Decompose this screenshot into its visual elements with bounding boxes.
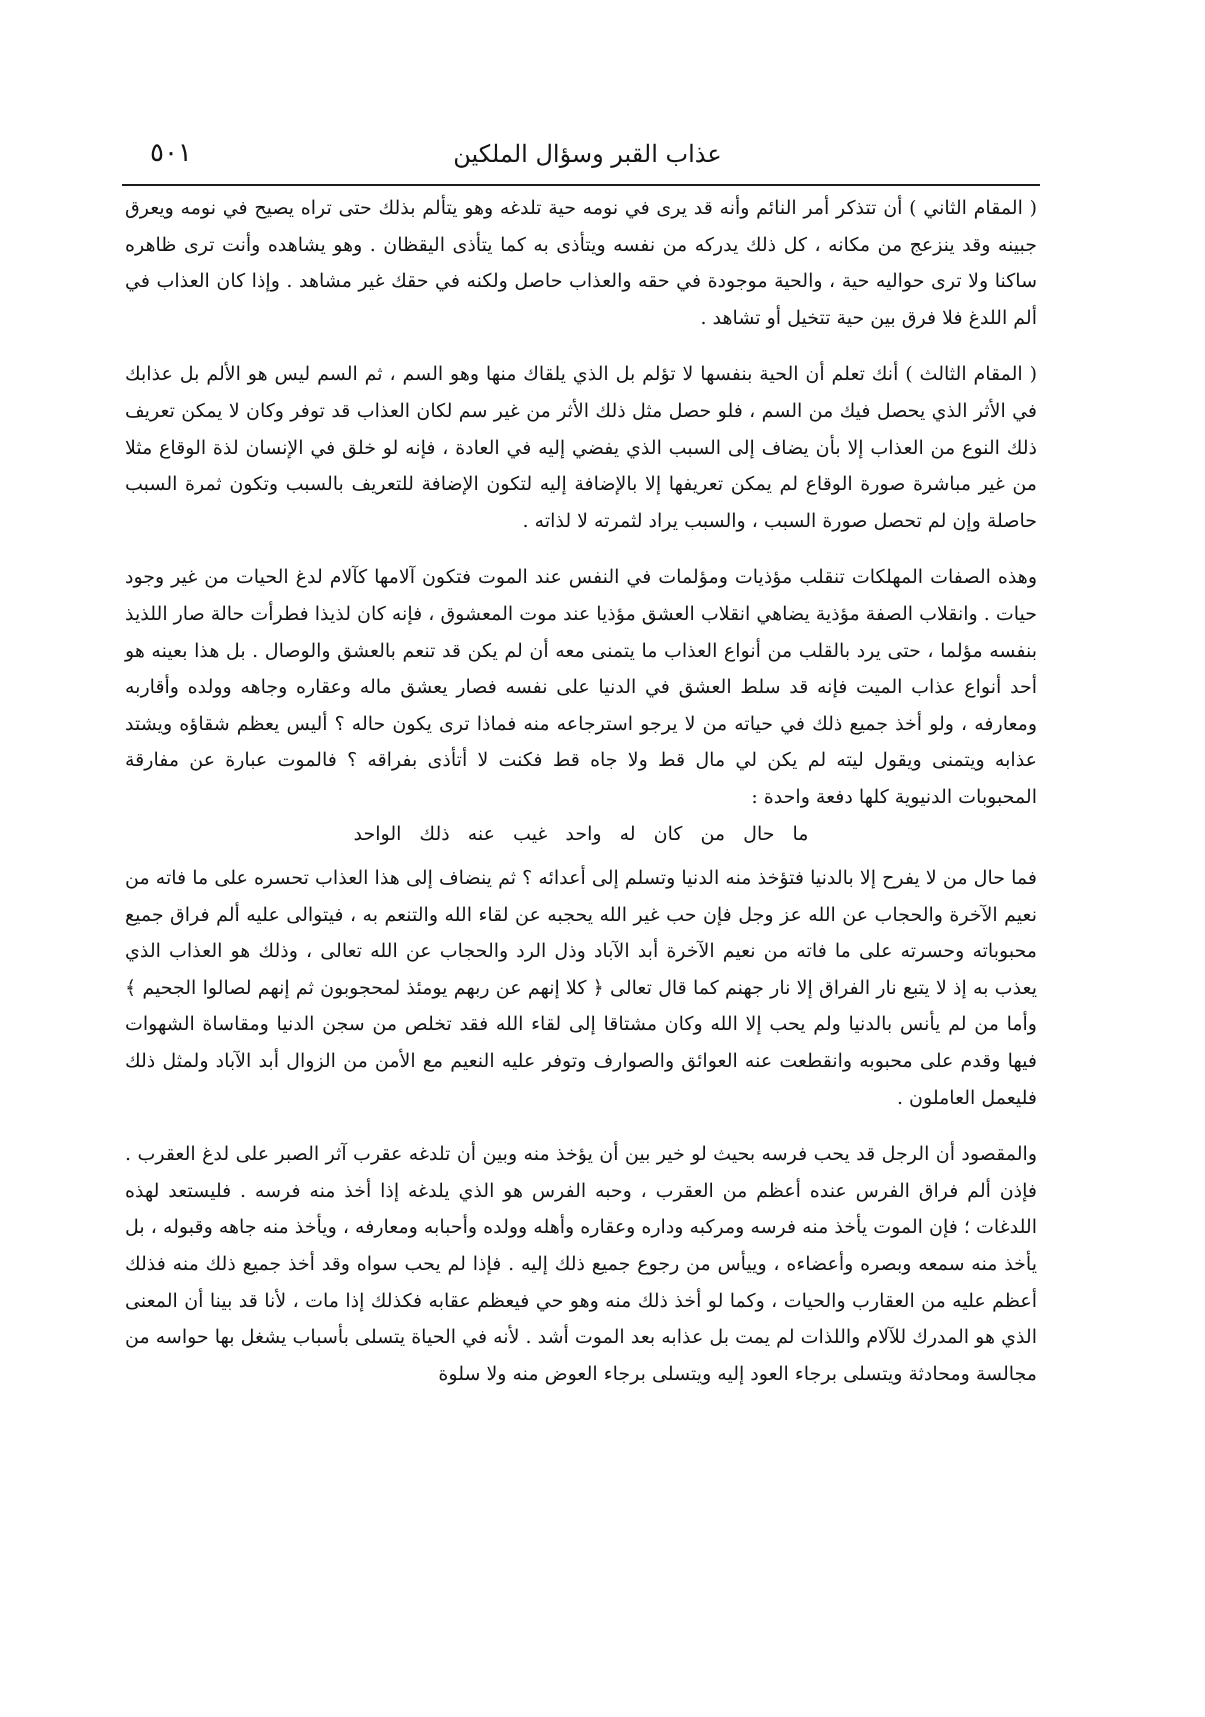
paragraph-third-station: ( المقام الثالث ) أنك تعلم أن الحية بنفسها لا تؤلم بل الذي يلقاك منها وهو السم ، ثم السم ليس هو الألم بل عذابك في الأثر الذي يحصل فيك من السم ، فلو حصل مثل ذلك الأثر من غير سم لكان العذاب قد توفر وكان لا يمكن تعريف ذلك النوع من العذاب إلا بأن يضاف إلى السبب الذي يفضي إليه في العادة ، فإنه لو خلق في الإنسان لذة الوقاع مثلا من غير مباشرة صورة الوقاع لم يمكن تعريفها إلا بالإضافة إليه لتكون الإضافة للتعريف بالسبب وتكون ثمرة السبب حاصلة وإن لم تحصل صورة السبب ، والسبب يراد لثمرته لا لذاته . (125, 363, 1037, 532)
page-body (125, 190, 1037, 1392)
paragraph-horse-analogy: والمقصود أن الرجل قد يحب فرسه بحيث لو خير بين أن يؤخذ منه وبين أن تلدغه عقرب آثر الصبر على لدغ العقرب . فإذن ألم فراق الفرس عنده أعظم من العقرب ، وحبه الفرس هو الذي يلدغه إذا أخذ منه فرسه . فليستعد لهذه اللدغات ؛ فإن الموت يأخذ منه فرسه ومركبه وداره وعقاره وأهله وولده وأحبابه ومعارفه ، ويأخذ منه جاهه وقبوله ، بل يأخذ منه سمعه وبصره وأعضاءه ، وييأس من رجوع جميع ذلك إليه . فإذا لم يحب سواه وقد أخذ جميع ذلك منه فذلك أعظم عليه من العقارب والحيات ، وكما لو أخذ ذلك منه وهو حي فيعظم عقابه فكذلك إذا مات ، لأنا قد بينا أن المعنى الذي هو المدرك للآلام واللذات لم يمت بل عذابه بعد الموت أشد . لأنه في الحياة يتسلى بأسباب يشغل بها حواسه من مجالسة ومحادثة ويتسلى برجاء العود إليه ويتسلى برجاء العوض منه ولا سلوة (125, 1143, 1037, 1385)
chapter-title: عذاب القبر وسؤال الملكين (453, 140, 722, 168)
paragraph-separation-torment: فما حال من لا يفرح إلا بالدنيا فتؤخذ منه الدنيا وتسلم إلى أعدائه ؟ ثم ينضاف إلى هذا العذاب تحسره على ما فاته من نعيم الآخرة والحجاب عن الله عز وجل فإن حب غير الله يحجبه عن لقاء الله والتنعم به ، فيتوالى عليه ألم فراق جميع محبوباته وحسرته على ما فاته من نعيم الآخرة أبد الآباد وذل الرد والحجاب عن الله تعالى ، وذلك هو العذاب الذي يعذب به إذ لا يتبع نار الفراق إلا نار جهنم كما قال تعالى ﴿ كلا إنهم عن ربهم يومئذ لمحجوبون ثم إنهم لصالوا الجحيم ﴾ وأما من لم يأنس بالدنيا ولم يحب إلا الله وكان مشتاقا إلى لقاء الله فقد تخلص من سجن الدنيا ومقاساة الشهوات فيها وقدم على محبوبه وانقطعت عنه العوائق والصوارف وتوفر عليه النعيم مع الأمن من الزوال أبد الآباد ولمثل ذلك فليعمل العاملون . (125, 867, 1037, 1109)
page-header (140, 134, 1035, 182)
paragraph-destructive-traits: وهذه الصفات المهلكات تنقلب مؤذيات ومؤلمات في النفس عند الموت فتكون آلامها كآلام لدغ الحيات من غير وجود حيات . وانقلاب الصفة مؤذية يضاهي انقلاب العشق مؤذيا عند موت المعشوق ، فإنه كان لذيذا فطرأت حالة صار اللذيذ بنفسه مؤلما ، حتى يرد بالقلب من أنواع العذاب ما يتمنى معه أن لم يكن قد تنعم بالعشق والوصال . بل هذا بعينه هو أحد أنواع عذاب الميت فإنه قد سلط العشق في الدنيا على نفسه فصار يعشق ماله وعقاره وجاهه وولده وأقاربه ومعارفه ، ولو أخذ جميع ذلك في حياته من لا يرجو استرجاعه منه فماذا ترى يكون حاله ؟ أليس يعظم شقاؤه ويشتد عذابه ويتمنى ويقول ليته لم يكن لي مال قط ولا جاه قط فكنت لا أتأذى بفراقه ؟ فالموت عبارة عن مفارقة المحبوبات الدنيوية كلها دفعة واحدة : (125, 566, 1038, 808)
paragraph-second-station: ( المقام الثاني ) أن تتذكر أمر النائم وأنه قد يرى في نومه حية تلدغه وهو يتألم بذلك حتى تراه يصيح في نومه ويعرق جبينه وقد ينزعج من مكانه ، كل ذلك يدركه من نفسه ويتأذى به كما يتأذى اليقظان . وهو يشاهده وأنت ترى ظاهره ساكنا ولا ترى حواليه حية ، والحية موجودة في حقه والعذاب حاصل ولكنه في حقك غير مشاهد . وإذا كان العذاب في ألم اللدغ فلا فرق بين حية تتخيل أو تشاهد . (125, 197, 1037, 329)
page-number: ٥٠١ (150, 138, 192, 168)
poetry-verse: ما حال من كان له واحد غيب عنه ذلك الواحد (353, 822, 809, 845)
header-rule (122, 184, 1040, 186)
